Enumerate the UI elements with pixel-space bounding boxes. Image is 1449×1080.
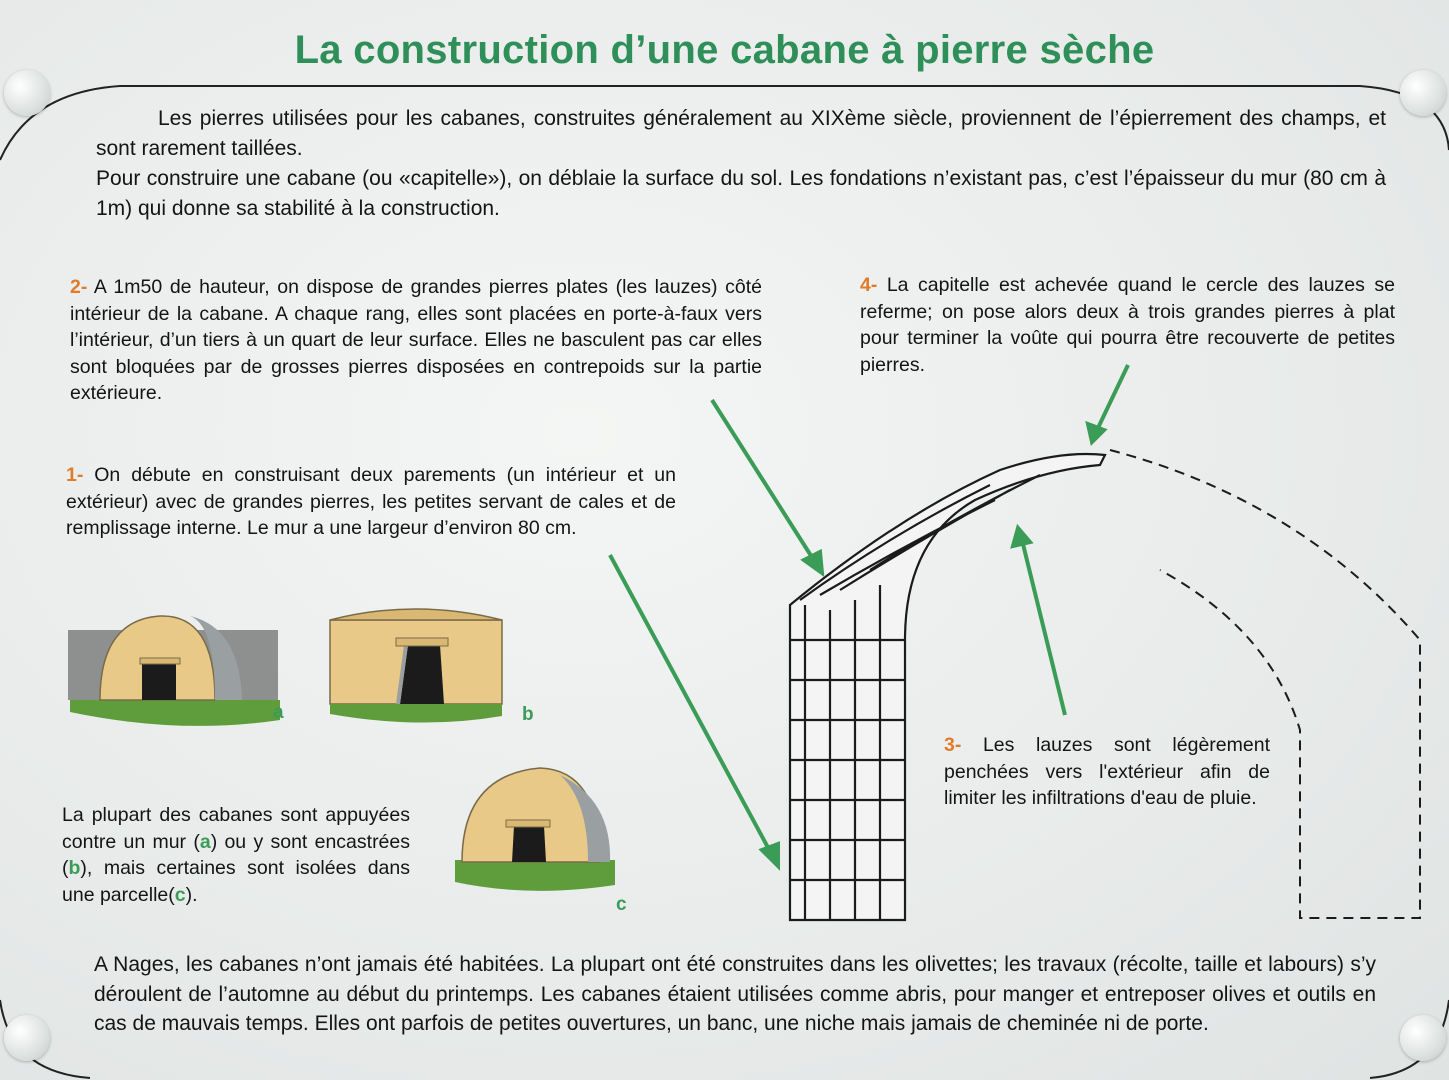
step-2-body: A 1m50 de hauteur, on dispose de grandes pierres plates (les lauzes) côté intérieur de la cabane. A chaque rang, elles sont placées en porte-à-faux vers l’intérieur, d’un tiers à un quart de leur surface. Elles ne basculent pas car elles sont bloquées par de grosses pierres disposées en contrepoids sur la partie extérieure.: [70, 276, 762, 404]
label-c: c: [616, 894, 627, 915]
label-b: b: [522, 704, 534, 725]
vault-dashed-outline: [1110, 450, 1420, 918]
cabins-caption-part2: ) ou y sont encastrées (: [62, 830, 411, 879]
step-4-body: La capitelle est achevée quand le cercle des lauzes se referme; on pose alors deux à trois grandes pierres à plat pour terminer la voûte qui pourra être recouverte de petites pierres.: [860, 274, 1395, 376]
bottom-paragraph: A Nages, les cabanes n’ont jamais été habitées. La plupart ont été construites dans les olivettes; les travaux (récolte, taille et labours) s’y déroulent de l’automne au début du printemps. Les cabanes étaient utilisées comme abris, pour manger et entreposer olives et outils en cas de mauvais temps. Elles ont parfois de petites ouvertures, un banc, une niche mais jamais de cheminée ni de porte.: [94, 953, 1376, 1035]
cabins-ref-b: b: [68, 857, 81, 879]
step-3-text: [944, 732, 1270, 812]
cabins-caption-part4: ).: [185, 883, 198, 906]
step-1-number: 1-: [66, 464, 84, 486]
bolt-bottom-left: [4, 1015, 50, 1061]
intro-p2: Pour construire une cabane (ou «capitelle»), on déblaie la surface du sol. Les fondations n’existant pas, c’est l’épaisseur du mur (80 cm à 1m) qui donne sa stabilité à la construction.: [96, 167, 1386, 220]
step-2-number: 2-: [70, 276, 88, 298]
bolt-top-right: [1400, 70, 1446, 116]
intro-paragraph: [96, 104, 1386, 224]
step-4-text: [860, 272, 1395, 378]
step-1-text: [66, 462, 676, 542]
step-3-number: 3-: [944, 734, 962, 756]
bolt-bottom-right: [1400, 1015, 1446, 1061]
label-a: a: [273, 702, 284, 723]
cabin-a-illustration: [68, 616, 280, 726]
step-1-body: On débute en construisant deux parements (un intérieur et un extérieur) avec de grandes pierres, les petites servant de cales et de remplissage interne. Le mur a une largeur d’environ 80 cm.: [66, 464, 676, 539]
intro-p1: Les pierres utilisées pour les cabanes, construites généralement au XIXème siècle, proviennent de l’épierrement des champs, et sont rarement taillées.: [96, 107, 1386, 160]
bolt-top-left: [4, 70, 50, 116]
step-3-body: Les lauzes sont légèrement penchées vers l'extérieur afin de limiter les infiltrations d'eau de pluie.: [944, 734, 1270, 809]
cabins-ref-c: c: [174, 883, 186, 906]
cabins-caption-part1: La plupart des cabanes sont appuyées contre un mur (: [62, 804, 410, 853]
cabin-c-illustration: [455, 768, 615, 891]
step-4-number: 4-: [860, 274, 878, 296]
cabins-caption: [62, 802, 410, 908]
cabins-ref-a: a: [199, 830, 211, 853]
sign-title: La construction d’une cabane à pierre sèche: [294, 28, 1155, 72]
cabin-b-illustration: [330, 609, 502, 723]
cabins-caption-part3: ), mais certaines sont isolées dans une parcelle(: [62, 857, 410, 906]
step-2-text: [70, 274, 762, 407]
